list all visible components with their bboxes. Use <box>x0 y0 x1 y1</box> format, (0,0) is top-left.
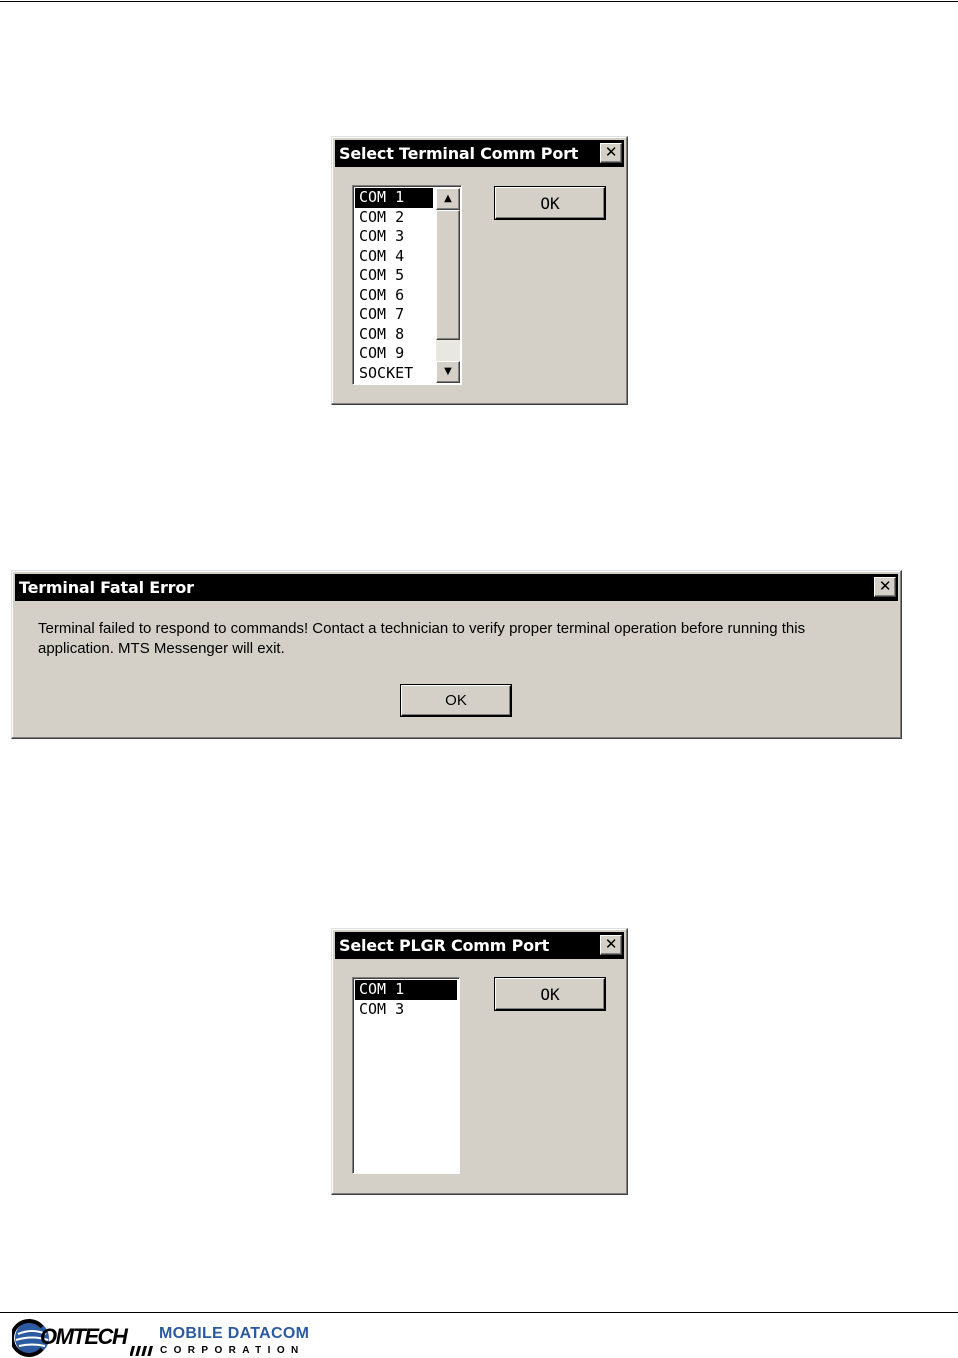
list-item[interactable]: COM 1 <box>355 980 457 1000</box>
close-icon: ✕ <box>604 935 618 953</box>
close-icon: ✕ <box>604 143 618 161</box>
dialog-title: Select PLGR Comm Port <box>339 936 550 955</box>
terminal-port-listbox[interactable] <box>352 185 462 385</box>
list-item[interactable]: COM 7 <box>359 305 405 323</box>
scroll-down-button[interactable] <box>436 361 460 383</box>
title-bar <box>335 140 624 167</box>
logo-bars-icon <box>130 1346 156 1356</box>
list-item[interactable]: COM 8 <box>359 324 405 343</box>
title-bar <box>335 932 624 959</box>
ok-button[interactable]: OK <box>495 187 605 219</box>
ok-button[interactable]: OK <box>495 978 605 1010</box>
list-item[interactable]: COM 1 <box>355 188 433 208</box>
close-button[interactable] <box>600 935 622 955</box>
close-button[interactable] <box>600 143 622 163</box>
ok-button[interactable]: OK <box>401 685 511 716</box>
scroll-up-button[interactable] <box>436 188 460 210</box>
error-message-line: Terminal failed to respond to commands! Contact a technician to verify proper terminal operation before running this <box>38 620 806 637</box>
terminal-fatal-error-dialog <box>11 570 902 739</box>
arrow-down-icon: ▼ <box>444 366 452 377</box>
close-button[interactable] <box>874 577 896 597</box>
logo-corporation: CORPORATION <box>160 1345 305 1356</box>
select-terminal-comm-port-dialog <box>331 136 628 405</box>
list-item[interactable]: COM 3 <box>359 227 405 245</box>
list-item[interactable]: COM 6 <box>359 285 405 304</box>
list-item[interactable]: COM 5 <box>359 266 405 284</box>
logo-word: OMTECH <box>40 1324 127 1349</box>
select-plgr-comm-port-dialog <box>331 928 628 1195</box>
logo-division: MOBILE DATACOM <box>159 1325 310 1342</box>
footer-rule <box>0 1312 958 1313</box>
error-message <box>38 619 889 659</box>
plgr-port-listbox[interactable] <box>352 977 460 1174</box>
list-item[interactable]: COM 4 <box>359 246 405 265</box>
vertical-scrollbar[interactable] <box>436 188 460 383</box>
dialog-title: Terminal Fatal Error <box>19 578 194 597</box>
scroll-thumb[interactable] <box>436 210 460 340</box>
top-rule <box>0 1 958 2</box>
list-item[interactable]: COM 3 <box>359 999 405 1018</box>
list-item[interactable]: COM 9 <box>359 344 405 362</box>
title-bar <box>15 574 898 601</box>
list-item[interactable]: SOCKET <box>359 363 414 382</box>
close-icon: ✕ <box>878 577 892 595</box>
dialog-title: Select Terminal Comm Port <box>339 144 579 163</box>
list-item[interactable]: COM 2 <box>359 207 405 226</box>
comtech-mobile-datacom-logo <box>12 1318 312 1358</box>
arrow-up-icon: ▲ <box>444 193 452 204</box>
error-message-line: application. MTS Messenger will exit. <box>38 640 285 657</box>
